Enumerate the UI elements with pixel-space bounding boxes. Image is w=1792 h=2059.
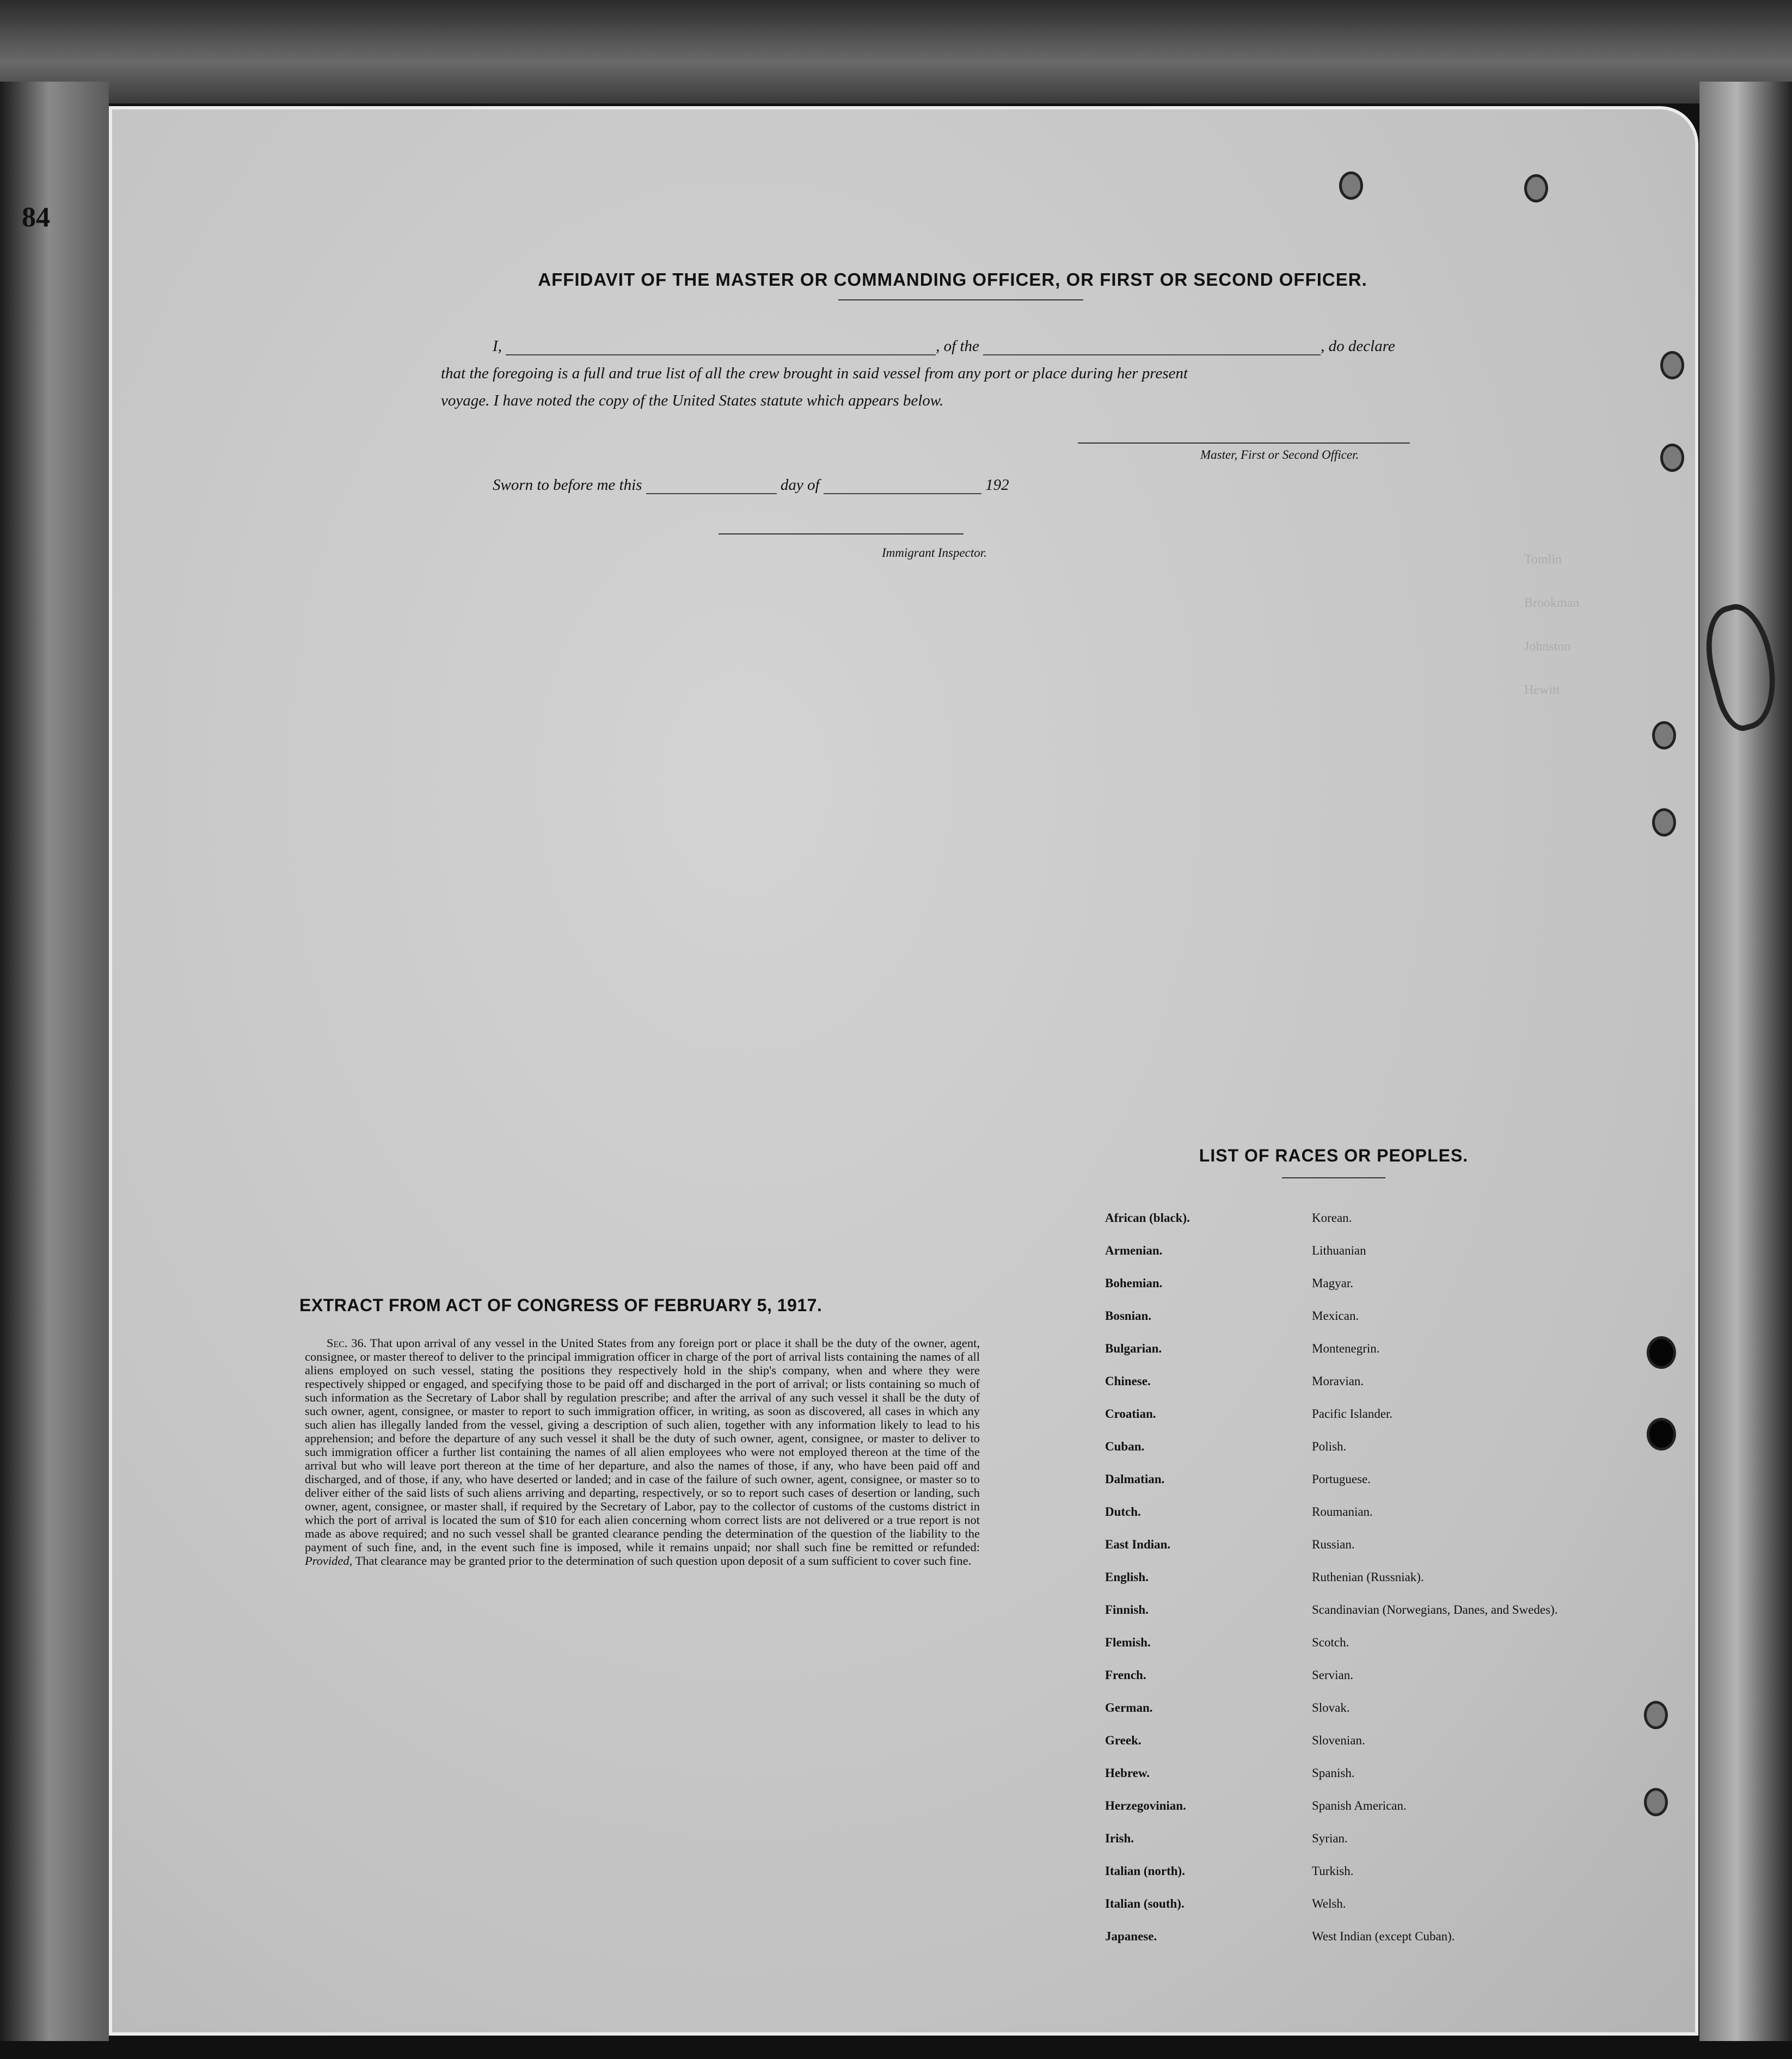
race-list-item: Scandinavian (Norwegians, Danes, and Swedes). [1312, 1603, 1558, 1617]
sworn-line [493, 476, 1009, 494]
punch-hole-icon [1339, 171, 1363, 200]
punch-hole-icon [1652, 808, 1676, 837]
race-list-item: Moravian. [1312, 1374, 1364, 1388]
bleed-through-text: Johnston [1524, 640, 1571, 654]
race-list-item: Italian (south). [1105, 1897, 1185, 1910]
race-list-item: German. [1105, 1701, 1153, 1714]
race-list-item: Russian. [1312, 1538, 1355, 1551]
race-list-item: Irish. [1105, 1831, 1134, 1845]
race-list-item: Slovenian. [1312, 1734, 1365, 1747]
scan-border-top [0, 0, 1792, 103]
race-list-item: Magyar. [1312, 1276, 1354, 1290]
race-list-item: Bosnian. [1105, 1309, 1152, 1323]
race-list-item: Polish. [1312, 1440, 1347, 1453]
scan-border-right [1699, 82, 1792, 2041]
race-list-item: East Indian. [1105, 1538, 1171, 1551]
race-list-item: Finnish. [1105, 1603, 1149, 1617]
punch-hole-icon [1524, 174, 1548, 202]
scan-border-left [0, 82, 109, 2041]
statute-section-text [305, 1336, 980, 1568]
race-list-item: Japanese. [1105, 1929, 1157, 1943]
margin-stub-number: 84 [22, 202, 50, 233]
declarant-name-field [506, 354, 936, 355]
master-signature-line [1078, 442, 1410, 444]
declare-label: , do declare [1321, 337, 1395, 355]
race-list-item: Roumanian. [1312, 1505, 1373, 1519]
race-list-item: Montenegrin. [1312, 1342, 1380, 1355]
bleed-through-text: Hewitt [1524, 683, 1560, 697]
race-list-item: Bulgarian. [1105, 1342, 1162, 1355]
punch-hole-icon [1660, 351, 1684, 379]
punch-hole-icon [1644, 1701, 1668, 1729]
race-list-item: Ruthenian (Russniak). [1312, 1570, 1424, 1584]
inspector-signature-label: Immigrant Inspector. [882, 546, 987, 560]
races-list-title: LIST OF RACES OR PEOPLES. [1199, 1146, 1469, 1165]
race-list-item: Spanish American. [1312, 1799, 1407, 1812]
day-of-label: day of [780, 476, 820, 494]
races-column-left [1105, 1211, 1190, 1962]
race-list-item: Dalmatian. [1105, 1472, 1165, 1486]
race-list-item: Servian. [1312, 1668, 1354, 1682]
inspector-signature-line [719, 533, 963, 534]
race-list-item: Slovak. [1312, 1701, 1350, 1714]
race-list-item: Greek. [1105, 1734, 1142, 1747]
statute-body: That upon arrival of any vessel in the United States from any foreign port or place it shall be the duty of the owner, agent, consignee, or master thereof to deliver to the principal immigration officer in charge of the port of arrival lists containing the names of all aliens employed on such vessel, stating the positions they respectively hold in the ship's company, when and where they were respectively shipped or engaged, and specifying those to be paid off and discharged in the port of arrival; or lists containing so much of such information as the Secretary of Labor shall by regulation prescribe; and after the arrival of any such vessel it shall be the duty of such owner, agent, consignee, or master to report to such immigration officer, in writing, as soon as discovered, all cases in which any such alien has illegally landed from the vessel, giving a description of such alien, together with any information likely to lead to his apprehension; and before the departure of any such vessel it shall be the duty of such owner, agent, consignee, or master to deliver to such immigration officer a further list containing the names of all alien employees who were not employed thereon at the time of the arrival but who will leave port thereon at the time of her departure, and also the names of those, if any, who have been paid off and discharged, and of those, if any, who have deserted or landed; and in case of the failure of such owner, agent, consignee, or master so to deliver either of the said lists of such aliens arriving and departing, respectively, or so to report such cases of desertion or landing, such owner, agent, consignee, or master shall, if required by the Secretary of Labor, pay to the collector of customs of the customs district in which the port of arrival is located the sum of $10 for each alien concerning whom correct lists are not delivered or a true report is not made as above required; and no such vessel shall be granted clearance pending the determination of the question of the liability to the payment of such fine, and, in the event such fine is imposed, while it remains unpaid; nor shall such fine be remitted or refunded: [305, 1336, 980, 1554]
race-list-item: Dutch. [1105, 1505, 1141, 1519]
section-number: Sec. 36. [327, 1336, 367, 1350]
race-list-item: Chinese. [1105, 1374, 1151, 1388]
races-title-divider [1282, 1177, 1385, 1178]
punch-hole-icon [1647, 1418, 1676, 1450]
sworn-label: Sworn to before me this [493, 476, 642, 494]
race-list-item: Italian (north). [1105, 1864, 1185, 1878]
race-list-item: Syrian. [1312, 1831, 1348, 1845]
declaration-line-1 [493, 337, 1395, 355]
race-list-item: Flemish. [1105, 1636, 1151, 1649]
race-list-item: West Indian (except Cuban). [1312, 1929, 1455, 1943]
race-list-item: Korean. [1312, 1211, 1352, 1225]
race-list-item: Turkish. [1312, 1864, 1354, 1878]
races-column-right [1312, 1211, 1558, 1962]
race-list-item: Welsh. [1312, 1897, 1346, 1910]
race-list-item: Herzegovinian. [1105, 1799, 1186, 1812]
race-list-item: English. [1105, 1570, 1149, 1584]
race-list-item: French. [1105, 1668, 1146, 1682]
race-list-item: Armenian. [1105, 1244, 1163, 1257]
bleed-through-text: Tomlin [1524, 552, 1562, 567]
vessel-name-field [983, 354, 1321, 355]
punch-hole-icon [1660, 444, 1684, 472]
punch-hole-icon [1647, 1336, 1676, 1369]
declaration-line-3: voyage. I have noted the copy of the United States statute which appears below. [441, 392, 944, 409]
of-the-label: , of the [936, 337, 979, 355]
race-list-item: Cuban. [1105, 1440, 1145, 1453]
bleed-through-text: Brookman [1524, 596, 1580, 610]
sworn-month-field [824, 493, 981, 494]
race-list-item: Portuguese. [1312, 1472, 1371, 1486]
year-label: 192 [985, 476, 1009, 494]
statute-body-end: That clearance may be granted prior to the determination of such question upon deposit of a sum sufficient to cover such fine. [355, 1554, 972, 1568]
declarant-prefix: I, [493, 337, 502, 355]
race-list-item: Bohemian. [1105, 1276, 1163, 1290]
race-list-item: Scotch. [1312, 1636, 1349, 1649]
punch-hole-icon [1652, 721, 1676, 749]
provided-keyword: Provided, [305, 1554, 353, 1568]
race-list-item: Spanish. [1312, 1766, 1355, 1780]
race-list-item: Croatian. [1105, 1407, 1156, 1421]
master-signature-label: Master, First or Second Officer. [1200, 448, 1359, 462]
sworn-day-field [646, 493, 777, 494]
race-list-item: Lithuanian [1312, 1244, 1366, 1257]
race-list-item: Mexican. [1312, 1309, 1359, 1323]
race-list-item: African (black). [1105, 1211, 1190, 1225]
affidavit-title: AFFIDAVIT OF THE MASTER OR COMMANDING OFFICER, OR FIRST OR SECOND OFFICER. [538, 269, 1367, 290]
race-list-item: Pacific Islander. [1312, 1407, 1393, 1421]
manifest-page [109, 106, 1698, 2036]
extract-title: EXTRACT FROM ACT OF CONGRESS OF FEBRUARY 5, 1917. [299, 1295, 823, 1315]
declaration-line-2: that the foregoing is a full and true list of all the crew brought in said vessel from any port or place during her present [441, 365, 1188, 382]
race-list-item: Hebrew. [1105, 1766, 1150, 1780]
title-divider [838, 299, 1083, 300]
punch-hole-icon [1644, 1788, 1668, 1816]
